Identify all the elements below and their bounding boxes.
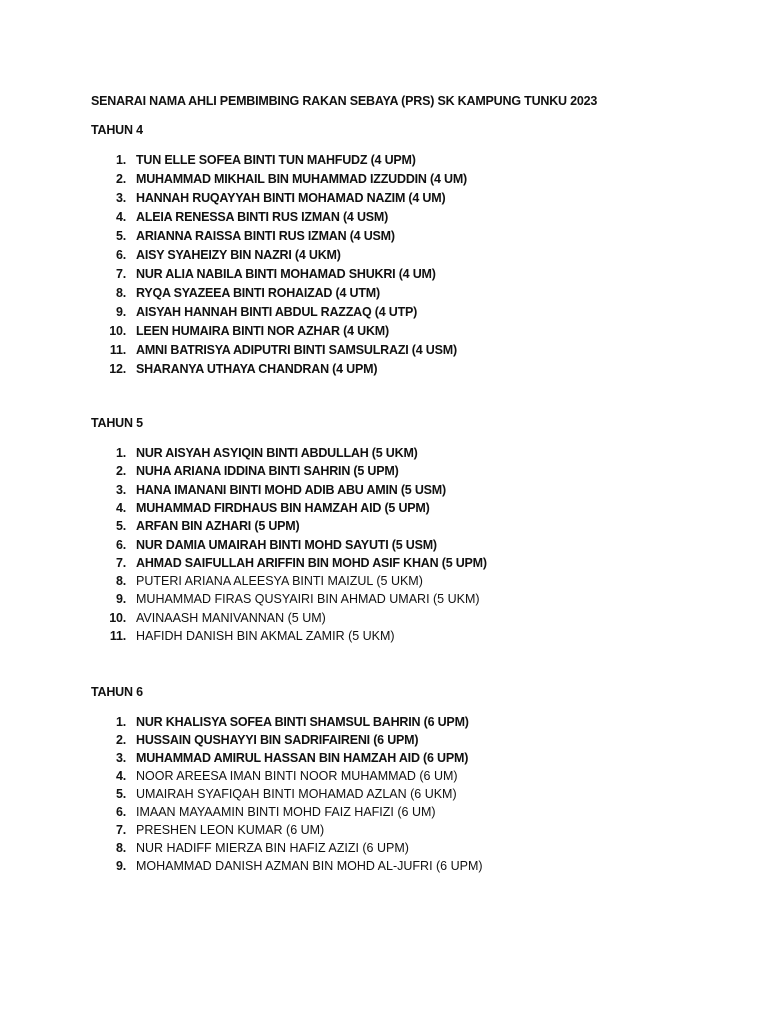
list-item-number: 7. bbox=[115, 267, 126, 281]
list-item-number: 10. bbox=[109, 324, 126, 338]
document-title: SENARAI NAMA AHLI PEMBIMBING RAKAN SEBAYA (PRS) SK KAMPUNG TUNKU 2023 bbox=[91, 94, 598, 108]
list-item-text: NUR DAMIA UMAIRAH BINTI MOHD SAYUTI (5 USM) bbox=[136, 537, 437, 552]
list-item-number: 9. bbox=[115, 305, 126, 319]
list-item-number: 3. bbox=[115, 191, 126, 205]
list-item-text: IMAAN MAYAAMIN BINTI MOHD FAIZ HAFIZI (6 UM) bbox=[136, 805, 436, 819]
list-item-text: NUR AISYAH ASYIQIN BINTI ABDULLAH (5 UKM) bbox=[136, 446, 418, 460]
list-item-number: 10. bbox=[109, 610, 126, 625]
list-item-number: 5. bbox=[115, 519, 126, 534]
list-item-number: 8. bbox=[115, 286, 126, 300]
section-heading-tahun-4: TAHUN 4 bbox=[91, 123, 143, 137]
list-item-number: 4. bbox=[115, 769, 126, 783]
list-item-text: MUHAMMAD FIRDHAUS BIN HAMZAH AID (5 UPM) bbox=[136, 500, 430, 515]
list-item-number: 8. bbox=[115, 574, 126, 589]
list-item-text: MUHAMMAD MIKHAIL BIN MUHAMMAD IZZUDDIN (4 UM) bbox=[136, 172, 468, 186]
list-item-text: ARIANNA RAISSA BINTI RUS IZMAN (4 USM) bbox=[136, 229, 395, 243]
list-item-number: 5. bbox=[115, 787, 126, 801]
list-item-text: NOOR AREESA IMAN BINTI NOOR MUHAMMAD (6 UM) bbox=[136, 769, 458, 783]
list-item-number: 1. bbox=[115, 153, 126, 167]
list-item-text: SHARANYA UTHAYA CHANDRAN (4 UPM) bbox=[136, 362, 378, 376]
list-item-text: TUN ELLE SOFEA BINTI TUN MAHFUDZ (4 UPM) bbox=[136, 153, 416, 167]
list-item-text: LEEN HUMAIRA BINTI NOR AZHAR (4 UKM) bbox=[136, 324, 389, 338]
list-item-text: NUR KHALISYA SOFEA BINTI SHAMSUL BAHRIN (6 UPM) bbox=[136, 715, 469, 729]
list-item-text: NUHA ARIANA IDDINA BINTI SAHRIN (5 UPM) bbox=[136, 464, 399, 479]
list-item-text: RYQA SYAZEEA BINTI ROHAIZAD (4 UTM) bbox=[136, 286, 380, 300]
list-item-text: NUR HADIFF MIERZA BIN HAFIZ AZIZI (6 UPM) bbox=[136, 841, 409, 855]
list-item-text: HANA IMANANI BINTI MOHD ADIB ABU AMIN (5 USM) bbox=[136, 482, 446, 497]
list-item-text: AISYAH HANNAH BINTI ABDUL RAZZAQ (4 UTP) bbox=[136, 305, 418, 319]
list-item-text: MUHAMMAD AMIRUL HASSAN BIN HAMZAH AID (6 UPM) bbox=[136, 751, 469, 765]
list-item-text: MOHAMMAD DANISH AZMAN BIN MOHD AL-JUFRI (6 UPM) bbox=[136, 859, 483, 873]
list-item-number: 7. bbox=[115, 823, 126, 837]
list-item-text: MUHAMMAD FIRAS QUSYAIRI BIN AHMAD UMARI (5 UKM) bbox=[136, 592, 480, 607]
list-item-text: AISY SYAHEIZY BIN NAZRI (4 UKM) bbox=[136, 248, 341, 262]
list-item-number: 9. bbox=[115, 859, 126, 873]
list-item-number: 6. bbox=[115, 805, 126, 819]
list-item-number: 11. bbox=[109, 629, 126, 643]
list-item-number: 9. bbox=[115, 592, 126, 607]
list-item-text: HAFIDH DANISH BIN AKMAL ZAMIR (5 UKM) bbox=[136, 629, 395, 643]
list-item-number: 6. bbox=[115, 248, 126, 262]
list-item-text: AVINAASH MANIVANNAN (5 UM) bbox=[136, 610, 326, 625]
list-item-text: NUR ALIA NABILA BINTI MOHAMAD SHUKRI (4 UM) bbox=[136, 267, 436, 281]
list-item-number: 2. bbox=[115, 464, 126, 479]
list-item-number: 7. bbox=[115, 555, 126, 570]
list-item-number: 6. bbox=[115, 537, 126, 552]
list-item-number: 2. bbox=[115, 172, 126, 186]
list-item-number: 11. bbox=[109, 343, 126, 357]
list-item-number: 1. bbox=[115, 446, 126, 460]
list-item-text: PUTERI ARIANA ALEESYA BINTI MAIZUL (5 UKM) bbox=[136, 574, 423, 589]
list-item-number: 4. bbox=[115, 500, 126, 515]
section-heading-tahun-6: TAHUN 6 bbox=[91, 685, 143, 699]
list-item-text: AMNI BATRISYA ADIPUTRI BINTI SAMSULRAZI (4 USM) bbox=[136, 343, 457, 357]
list-item-number: 3. bbox=[115, 482, 126, 497]
section-heading-tahun-5: TAHUN 5 bbox=[91, 416, 143, 430]
list-item-text: PRESHEN LEON KUMAR (6 UM) bbox=[136, 823, 325, 837]
list-item-number: 8. bbox=[115, 841, 126, 855]
list-item-text: HANNAH RUQAYYAH BINTI MOHAMAD NAZIM (4 UM) bbox=[136, 191, 446, 205]
list-item-text: ARFAN BIN AZHARI (5 UPM) bbox=[136, 519, 300, 534]
list-item-text: UMAIRAH SYAFIQAH BINTI MOHAMAD AZLAN (6 UKM) bbox=[136, 787, 457, 801]
list-item-number: 12. bbox=[109, 362, 126, 376]
list-item-number: 5. bbox=[115, 229, 126, 243]
list-item-number: 1. bbox=[115, 715, 126, 729]
list-item-number: 3. bbox=[115, 751, 126, 765]
list-item-text: ALEIA RENESSA BINTI RUS IZMAN (4 USM) bbox=[136, 210, 389, 224]
list-item-number: 4. bbox=[115, 210, 126, 224]
list-item-text: HUSSAIN QUSHAYYI BIN SADRIFAIRENI (6 UPM) bbox=[136, 733, 419, 747]
list-item-number: 2. bbox=[115, 733, 126, 747]
list-item-text: AHMAD SAIFULLAH ARIFFIN BIN MOHD ASIF KHAN (5 UPM) bbox=[136, 555, 487, 570]
